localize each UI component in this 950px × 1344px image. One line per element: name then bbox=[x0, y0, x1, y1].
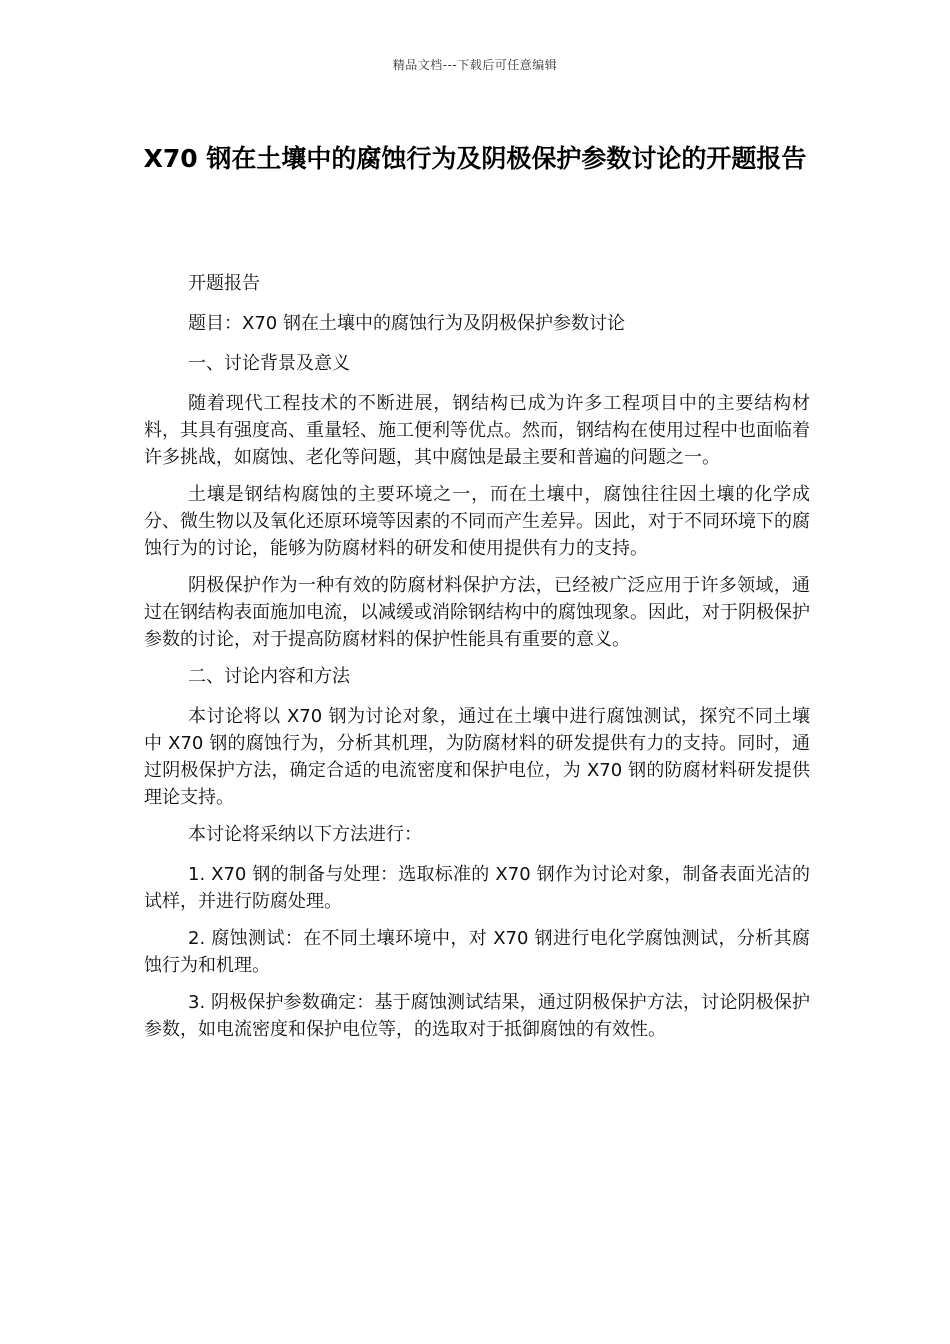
paragraph-content: 本讨论将以 X70 钢为讨论对象，通过在土壤中进行腐蚀测试，探究不同土壤中 X70 钢的腐蚀行为，分析其机理，为防腐材料的研发提供有力的支持。同时，通过阴极保护方法，确定合适的电流密度和保护电位，为 X70 钢的防腐材料研发提供理论支持。 bbox=[144, 706, 810, 808]
paragraph-method-intro: 本讨论将采纳以下方法进行： bbox=[188, 824, 422, 845]
paragraph-background-2: 土壤是钢结构腐蚀的主要环境之一，而在土壤中，腐蚀往往因土壤的化学成分、微生物以及氧化还原环境等因素的不同而产生差异。因此，对于不同环境下的腐蚀行为的讨论，能够为防腐材料的研发和使用提供有力的支持。 bbox=[144, 484, 810, 559]
header-watermark: 精品文档---下载后可任意编辑 bbox=[392, 58, 558, 72]
paragraph-background-1: 随着现代工程技术的不断进展，钢结构已成为许多工程项目中的主要结构材料，其具有强度高、重量轻、施工便利等优点。然而，钢结构在使用过程中也面临着许多挑战，如腐蚀、老化等问题，其中腐蚀是最主要和普遍的问题之一。 bbox=[144, 393, 810, 468]
document-title: X70 钢在土壤中的腐蚀行为及阴极保护参数讨论的开题报告 bbox=[143, 144, 807, 173]
paragraph-topic: 题目：X70 钢在土壤中的腐蚀行为及阴极保护参数讨论 bbox=[188, 313, 625, 334]
paragraph-method-1: 1. X70 钢的制备与处理：选取标准的 X70 钢作为讨论对象，制备表面光洁的试样，并进行防腐处理。 bbox=[144, 864, 810, 912]
paragraph-background-3: 阴极保护作为一种有效的防腐材料保护方法，已经被广泛应用于许多领域，通过在钢结构表面施加电流，以减缓或消除钢结构中的腐蚀现象。因此，对于阴极保护参数的讨论，对于提高防腐材料的保护性能具有重要的意义。 bbox=[144, 575, 810, 650]
document-body bbox=[144, 270, 810, 1053]
paragraph-method-2: 2. 腐蚀测试：在不同土壤环境中，对 X70 钢进行电化学腐蚀测试，分析其腐蚀行为和机理。 bbox=[144, 928, 810, 976]
paragraph-method-3: 3. 阴极保护参数确定：基于腐蚀测试结果，通过阴极保护方法，讨论阴极保护参数，如电流密度和保护电位等，的选取对于抵御腐蚀的有效性。 bbox=[144, 992, 810, 1040]
paragraph-report-label: 开题报告 bbox=[188, 273, 260, 294]
section-heading-background: 一、讨论背景及意义 bbox=[188, 353, 350, 374]
section-heading-content-method: 二、讨论内容和方法 bbox=[188, 666, 350, 687]
